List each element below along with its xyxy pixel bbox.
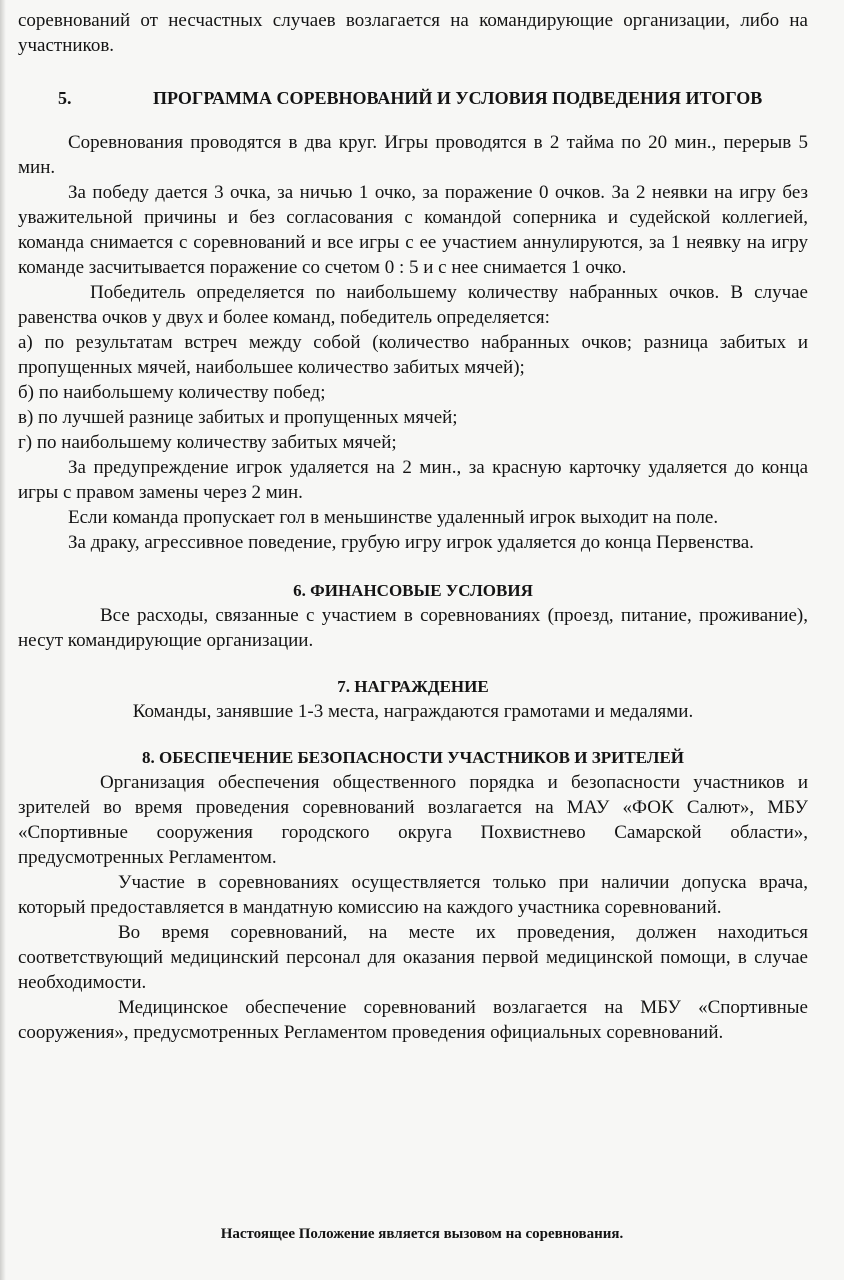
s8-paragraph-4: Медицинское обеспечение соревнований возлагается на МБУ «Спортивные сооружения», предусмотренных Регламентом проведения официальных соревнований. <box>18 997 808 1043</box>
section-5-title: ПРОГРАММА СОРЕВНОВАНИЙ И УСЛОВИЯ ПОДВЕДЕНИЯ ИТОГОВ <box>153 88 763 108</box>
s8-paragraph-2: Участие в соревнованиях осуществляется только при наличии допуска врача, который предоставляется в мандатную комиссию на каждого участника соревнований. <box>18 872 808 918</box>
s5-paragraph-4: За предупреждение игрок удаляется на 2 мин., за красную карточку удаляется до конца игры с правом замены через 2 мин. <box>18 457 808 503</box>
section-7-title: 7. НАГРАЖДЕНИЕ <box>337 677 489 696</box>
closing-statement: Настоящее Положение является вызовом на соревнования. <box>220 1226 624 1242</box>
s5-paragraph-2: За победу дается 3 очка, за ничью 1 очко, за поражение 0 очков. За 2 неявки на игру без уважительной причины и без согласования с командой соперника и судейской коллегией, команда снимается с соревнований и все игры с ее участием аннулируются, за 1 неявку на игру команде засчитывается поражение со счетом 0 : 5 и с нее снимается 1 очко. <box>18 182 808 278</box>
s5-list-item-d: г) по наибольшему количеству забитых мячей; <box>18 432 397 453</box>
section-6-title: 6. ФИНАНСОВЫЕ УСЛОВИЯ <box>293 581 533 600</box>
s5-list-item-a: а) по результатам встреч между собой (количество набранных очков; разница забитых и пропущенных мячей, наибольшее количество забитых мячей); <box>18 332 808 378</box>
section-8-title: 8. ОБЕСПЕЧЕНИЕ БЕЗОПАСНОСТИ УЧАСТНИКОВ И ЗРИТЕЛЕЙ <box>141 748 685 767</box>
s8-paragraph-1: Организация обеспечения общественного порядка и безопасности участников и зрителей во время проведения соревнований возлагается на МАУ «ФОК Салют», МБУ «Спортивные сооружения городского округа Похвистнево Самарской области», предусмотренных Регламентом. <box>18 772 808 868</box>
page-edge-shadow <box>0 0 6 1280</box>
s5-paragraph-3: Победитель определяется по наибольшему количеству набранных очков. В случае равенства очков у двух и более команд, победитель определяется: <box>18 282 808 328</box>
s5-paragraph-6: За драку, агрессивное поведение, грубую игру игрок удаляется до конца Первенства. <box>68 532 754 553</box>
s5-paragraph-5: Если команда пропускает гол в меньшинстве удаленный игрок выходит на поле. <box>68 507 719 528</box>
document-body <box>18 8 808 1045</box>
s6-paragraph-1: Все расходы, связанные с участием в соревнованиях (проезд, питание, проживание), несут командирующие организации. <box>18 605 808 651</box>
section-5-number: 5. <box>58 88 72 108</box>
s5-paragraph-1: Соревнования проводятся в два круг. Игры проводятся в 2 тайма по 20 мин., перерыв 5 мин. <box>18 132 808 178</box>
s5-list-item-c: в) по лучшей разнице забитых и пропущенных мячей; <box>18 407 458 428</box>
intro-paragraph: соревнований от несчастных случаев возлагается на командирующие организации, либо на участников. <box>18 10 808 56</box>
s8-paragraph-3: Во время соревнований, на месте их проведения, должен находиться соответствующий медицинский персонал для оказания первой медицинской помощи, в случае необходимости. <box>18 922 808 993</box>
section-5-heading <box>18 86 808 110</box>
s7-paragraph-1: Команды, занявшие 1-3 места, награждаются грамотами и медалями. <box>132 701 694 722</box>
s5-list-item-b: б) по наибольшему количеству побед; <box>18 382 326 403</box>
